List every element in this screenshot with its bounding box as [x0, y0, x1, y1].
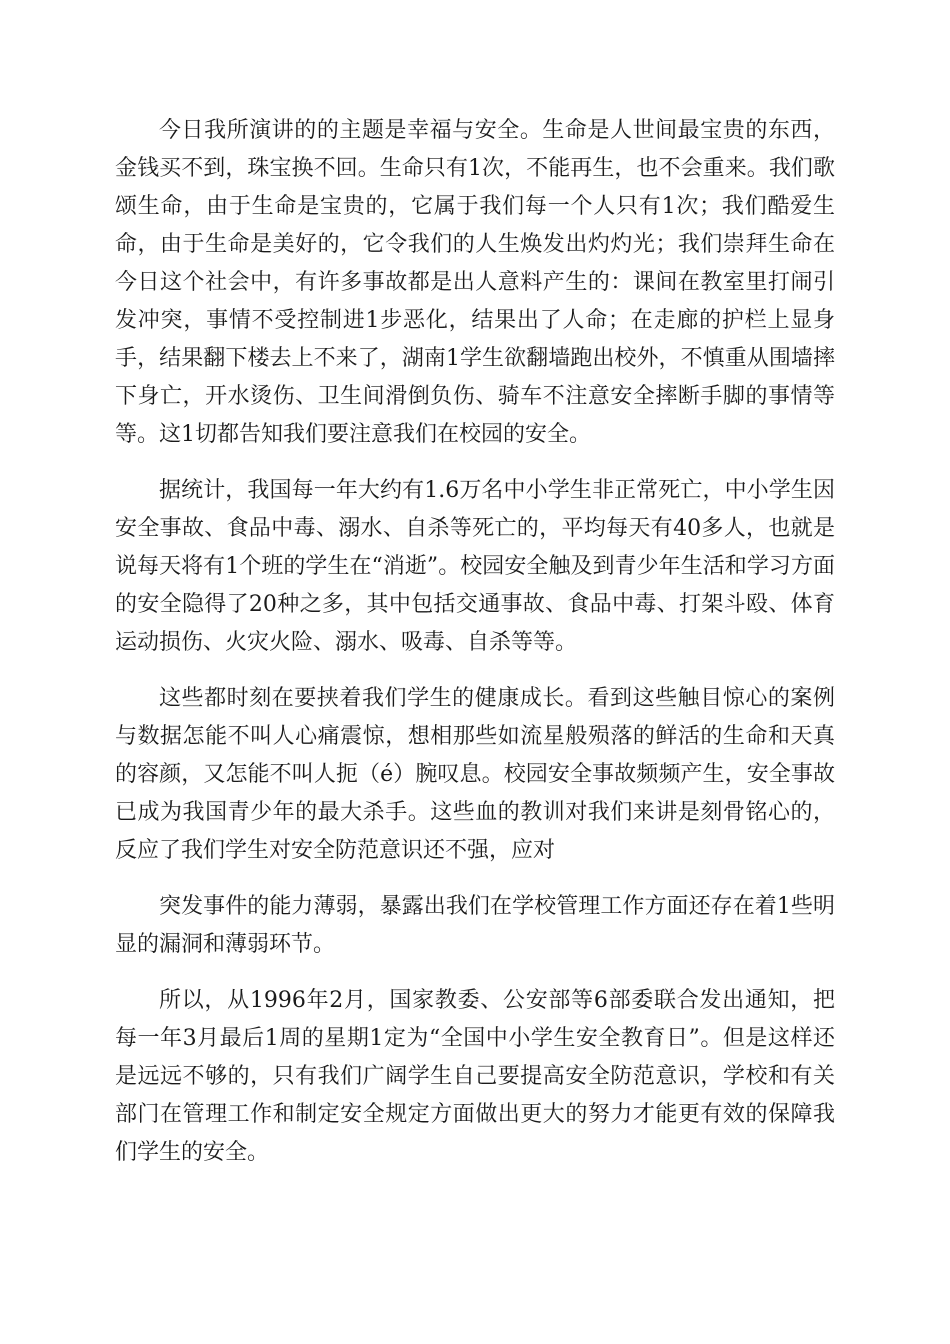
- paragraph-safety-day: 所以，从1996年2月，国家教委、公安部等6部委联合发出通知，把每一年3月最后1周的星期1定为“全国中小学生安全教育日”。但是这样还是远远不够的，只有我们广阔学生自己要提高安全防范意识，学校和有关部门在管理工作和制定安全规定方面做出更大的努力才能更有效的保障我们学生的安全。: [115, 988, 835, 1165]
- document-body: [115, 112, 835, 1190]
- paragraph-threats: 这些都时刻在要挟着我们学生的健康成长。看到这些触目惊心的案例与数据怎能不叫人心痛震惊，想相那些如流星般殒落的鲜活的生命和天真的容颜，又怎能不叫人扼（é）腕叹息。校园安全事故频频产生，安全事故已成为我国青少年的最大杀手。这些血的教训对我们来讲是刻骨铭心的，反应了我们学生对安全防范意识还不强，应对: [115, 686, 835, 863]
- paragraph-statistics: 据统计，我国每一年大约有1.6万名中小学生非正常死亡，中小学生因安全事故、食品中毒、溺水、自杀等死亡的，平均每天有40多人，也就是说每天将有1个班的学生在“消逝”。校园安全触及到青少年生活和学习方面的安全隐得了20种之多，其中包括交通事故、食品中毒、打架斗殴、体育运动损伤、火灾火险、溺水、吸毒、自杀等等。: [115, 478, 835, 655]
- paragraph-intro: 今日我所演讲的的主题是幸福与安全。生命是人世间最宝贵的东西，金钱买不到，珠宝换不回。生命只有1次，不能再生，也不会重来。我们歌颂生命，由于生命是宝贵的，它属于我们每一个人只有1次；我们酷爱生命，由于生命是美好的，它令我们的人生焕发出灼灼光；我们崇拜生命在今日这个社会中，有许多事故都是出人意料产生的：课间在教室里打闹引发冲突，事情不受控制进1步恶化，结果出了人命；在走廊的护栏上显身手，结果翻下楼去上不来了，湖南1学生欲翻墙跑出校外，不慎重从围墙摔下身亡，开水烫伤、卫生间滑倒负伤、骑车不注意安全摔断手脚的事情等等。这1切都告知我们要注意我们在校园的安全。: [115, 118, 835, 447]
- paragraph-weaknesses: 突发事件的能力薄弱，暴露出我们在学校管理工作方面还存在着1些明显的漏洞和薄弱环节。: [115, 894, 835, 957]
